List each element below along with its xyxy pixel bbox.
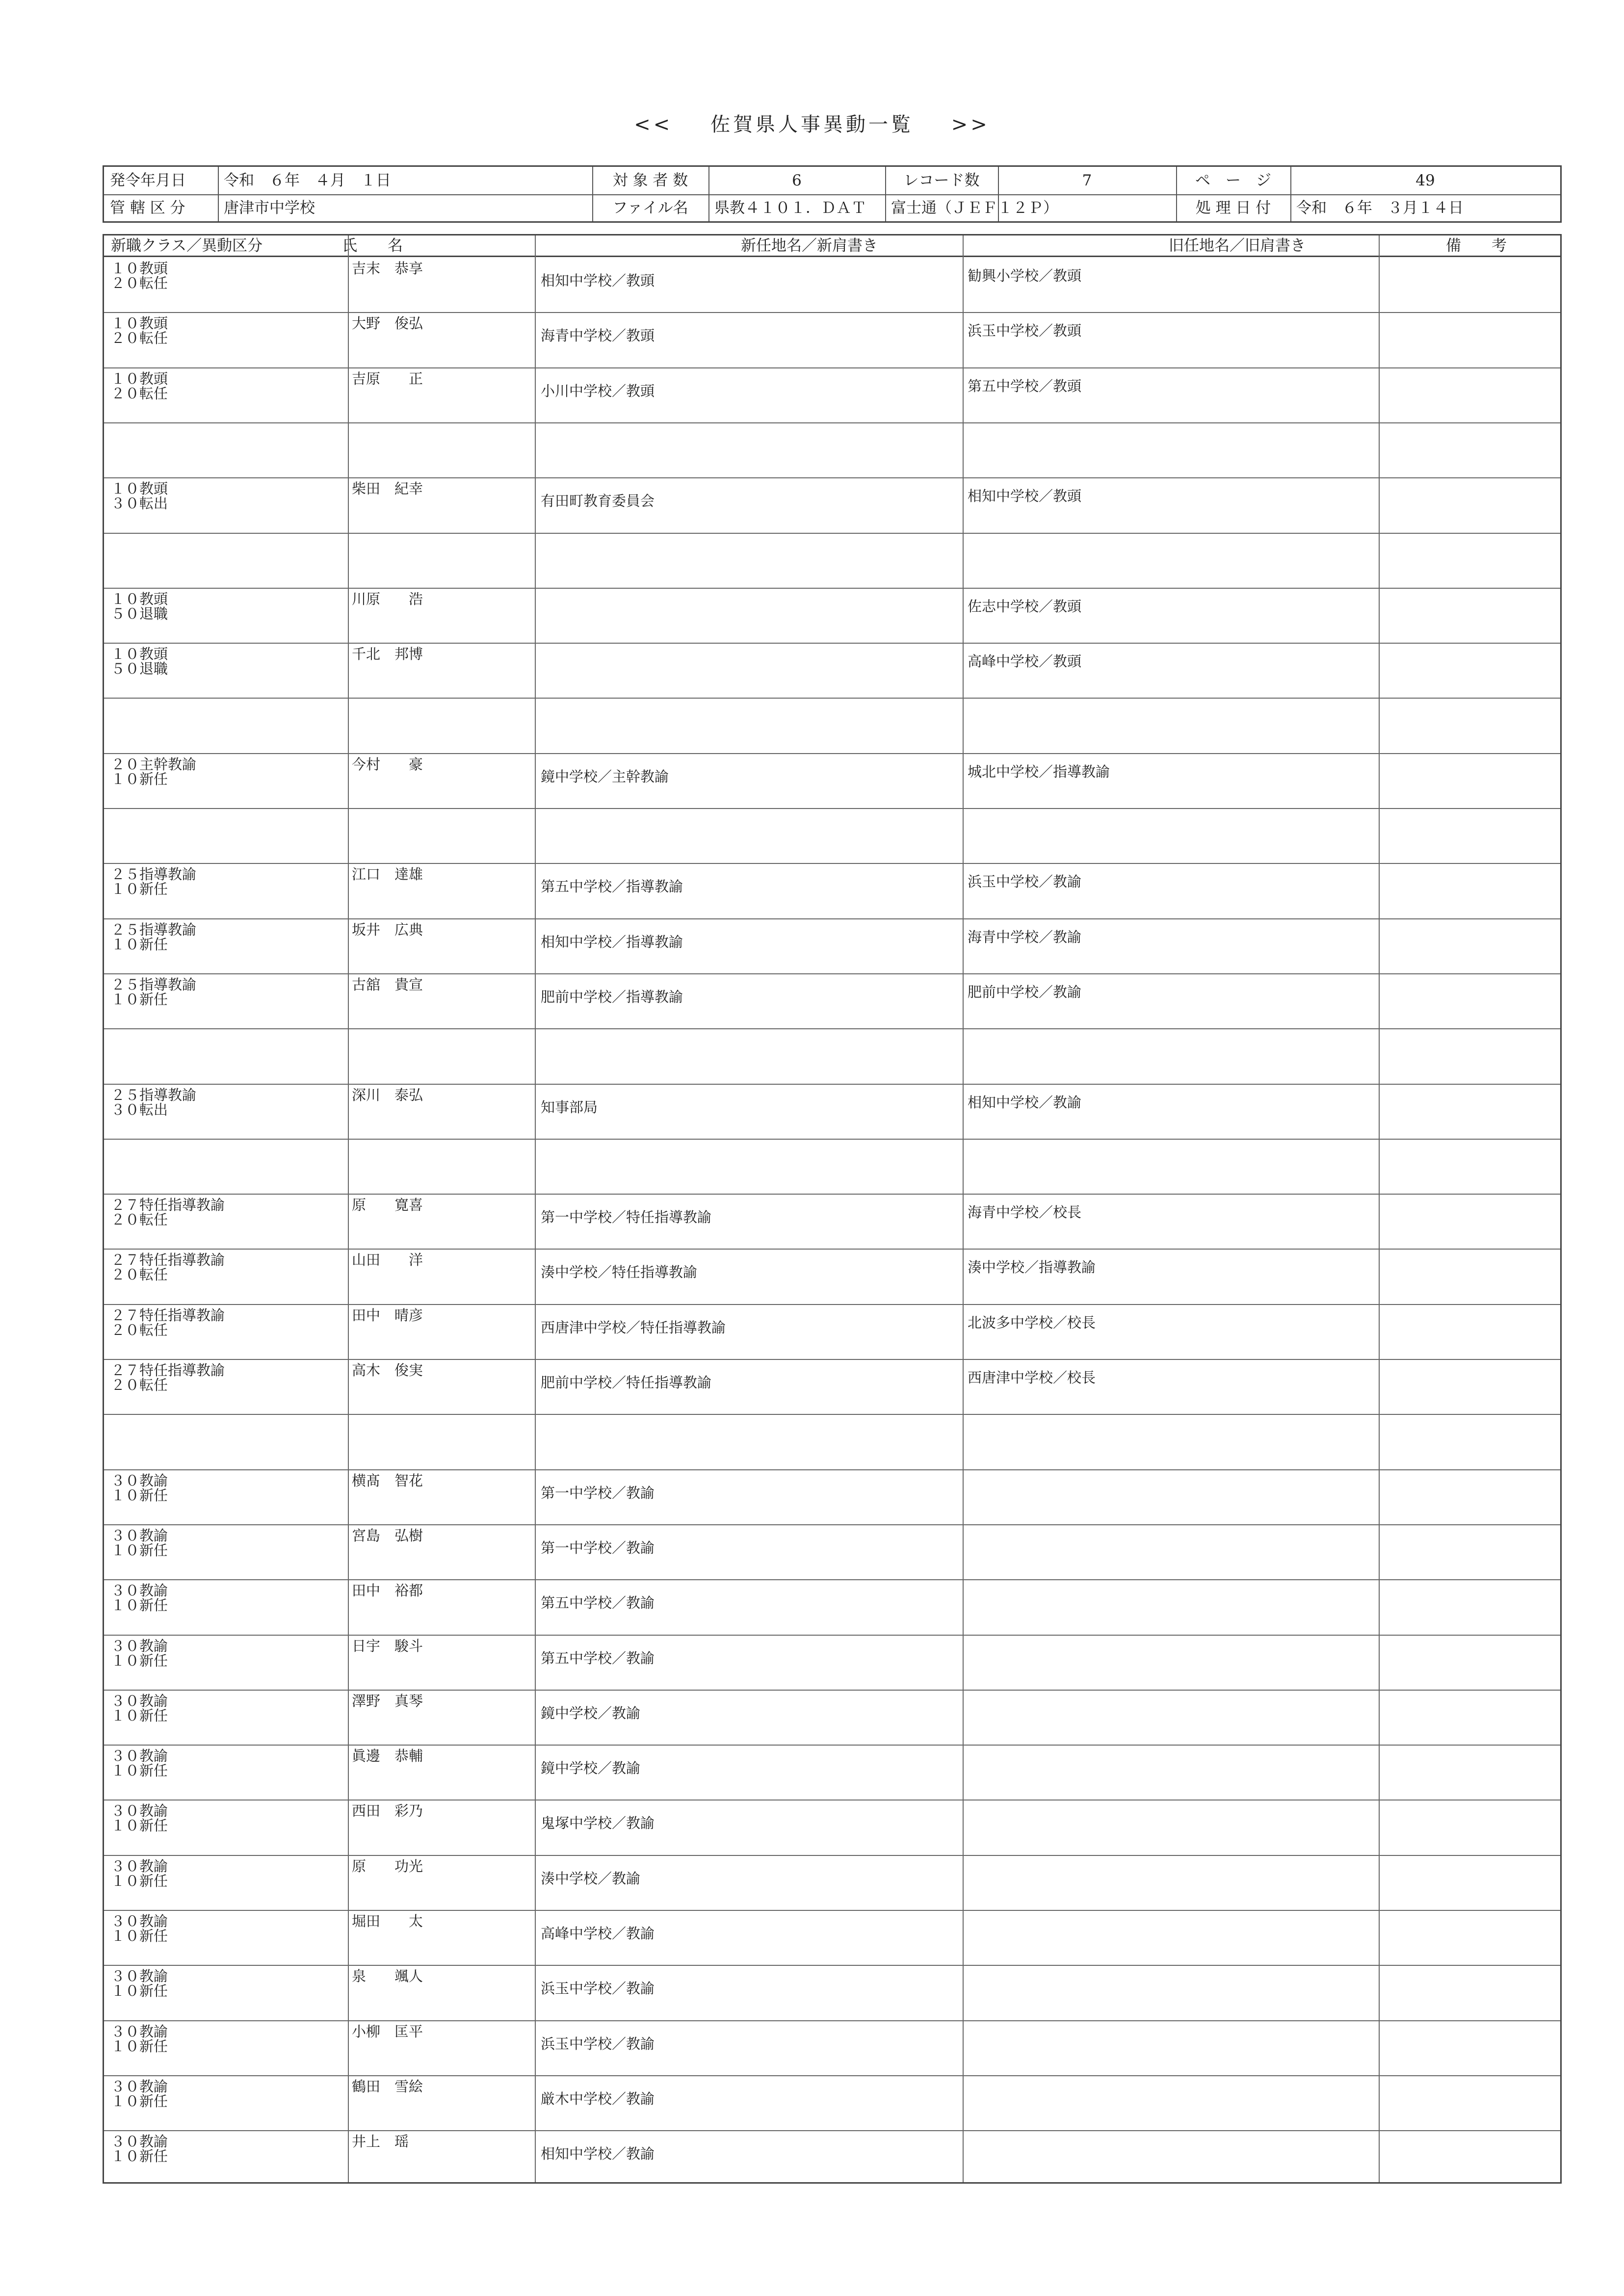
cell-name: 泉 颯人 — [352, 1968, 423, 1985]
cell-name: 堀田 太 — [352, 1913, 423, 1930]
cell-old-post: 肥前中学校／教諭 — [968, 983, 1082, 1000]
cell-transfer-type: ２０転任 — [111, 275, 168, 291]
page-label: ペ ー ジ — [1195, 172, 1271, 189]
target-count-label: 対 象 者 数 — [612, 172, 688, 189]
row-divider — [104, 643, 1560, 644]
cell-class: ２５指導教諭 — [111, 866, 197, 883]
cell-new-post: 鏡中学校／主幹教諭 — [541, 768, 669, 785]
row-divider — [104, 312, 1560, 313]
row-divider — [104, 1084, 1560, 1085]
cell-transfer-type: ３０転出 — [111, 495, 168, 512]
cell-new-post: 第五中学校／教諭 — [541, 1594, 655, 1612]
cell-old-post: 浜玉中学校／教諭 — [968, 873, 1082, 890]
cell-class: ３０教諭 — [111, 1913, 168, 1930]
cell-new-post: 相知中学校／教頭 — [541, 272, 655, 289]
page-value: 49 — [1415, 172, 1435, 189]
cell-class: ２７特任指導教諭 — [111, 1252, 225, 1269]
cell-transfer-type: ２０転任 — [111, 1321, 168, 1338]
cell-transfer-type: １０新任 — [111, 1983, 168, 2000]
row-divider — [104, 367, 1560, 368]
column-header-row — [104, 235, 1560, 257]
cell-new-post: 第五中学校／教諭 — [541, 1649, 655, 1667]
row-divider — [104, 1469, 1560, 1470]
cell-old-post: 湊中学校／指導教諭 — [968, 1259, 1096, 1276]
column-divider — [963, 235, 964, 2182]
cell-transfer-type: １０新任 — [111, 1817, 168, 1834]
cell-new-post: 小川中学校／教頭 — [541, 382, 655, 399]
cell-transfer-type: １０新任 — [111, 1707, 168, 1724]
cell-name: 大野 俊弘 — [352, 315, 423, 332]
cell-new-post: 知事部局 — [541, 1098, 598, 1116]
cell-old-post: 海青中学校／校長 — [968, 1204, 1082, 1221]
cell-new-post: 高峰中学校／教諭 — [541, 1925, 655, 1942]
cell-transfer-type: １０新任 — [111, 1541, 168, 1559]
cell-name: 吉末 恭享 — [352, 260, 423, 277]
cell-transfer-type: １０新任 — [111, 881, 168, 898]
row-divider — [104, 477, 1560, 478]
cell-class: ２７特任指導教諭 — [111, 1362, 225, 1379]
cell-old-post: 西唐津中学校／校長 — [968, 1369, 1096, 1386]
cell-class: ３０教諭 — [111, 1582, 168, 1599]
cell-class: ３０教諭 — [111, 2133, 168, 2150]
system-value: 富士通（ＪＥＦ１２Ｐ） — [891, 199, 1058, 217]
cell-name: 川原 浩 — [352, 590, 423, 607]
row-divider — [104, 2020, 1560, 2021]
cell-class: ２５指導教諭 — [111, 976, 197, 993]
cell-name: 日宇 駿斗 — [352, 1637, 423, 1654]
cell-name: 西田 彩乃 — [352, 1802, 423, 1820]
cell-name: 井上 瑶 — [352, 2133, 409, 2150]
cell-transfer-type: １０新任 — [111, 1487, 168, 1504]
cell-transfer-type: ２０転任 — [111, 1211, 168, 1228]
cell-name: 吉原 正 — [352, 370, 423, 387]
cell-new-post: 厳木中学校／教諭 — [541, 2090, 655, 2107]
row-divider — [104, 1579, 1560, 1580]
cell-name: 山田 洋 — [352, 1252, 423, 1269]
cell-class: ２７特任指導教諭 — [111, 1306, 225, 1324]
row-divider — [104, 753, 1560, 754]
cell-new-post: 鏡中学校／教諭 — [541, 1704, 641, 1722]
cell-name: 江口 達雄 — [352, 866, 423, 883]
cell-name: 小柳 匡平 — [352, 2023, 423, 2040]
column-divider — [1379, 235, 1380, 2182]
row-divider — [104, 1965, 1560, 1966]
jurisdiction-value: 唐津市中学校 — [224, 199, 315, 217]
cell-old-post: 海青中学校／教諭 — [968, 928, 1082, 945]
row-divider — [104, 1414, 1560, 1415]
cell-transfer-type: １０新任 — [111, 770, 168, 787]
cell-transfer-type: １０新任 — [111, 1872, 168, 1889]
cell-class: ３０教諭 — [111, 1472, 168, 1489]
row-divider — [104, 1635, 1560, 1636]
column-header-remarks: 備 考 — [1446, 237, 1507, 255]
file-name-label: ファイル名 — [612, 199, 688, 217]
cell-name: 原 功光 — [352, 1857, 423, 1875]
cell-name: 坂井 広典 — [352, 921, 423, 938]
cell-class: ２５指導教諭 — [111, 1086, 197, 1103]
cell-class: ３０教諭 — [111, 1527, 168, 1544]
issue-date-value: 令和 ６年 ４月 １日 — [224, 172, 391, 189]
row-divider — [104, 1910, 1560, 1911]
row-divider — [104, 1359, 1560, 1360]
cell-class: ３０教諭 — [111, 1692, 168, 1709]
cell-name: 眞邊 恭輔 — [352, 1748, 423, 1765]
cell-name: 原 寛喜 — [352, 1197, 423, 1214]
cell-transfer-type: １０新任 — [111, 1597, 168, 1614]
cell-name: 鶴田 雪絵 — [352, 2078, 423, 2095]
row-divider — [104, 808, 1560, 809]
cell-new-post: 相知中学校／教諭 — [541, 2145, 655, 2163]
cell-new-post: 鬼塚中学校／教諭 — [541, 1815, 655, 1832]
row-divider — [104, 918, 1560, 919]
cell-old-post: 佐志中学校／教頭 — [968, 598, 1082, 615]
row-divider — [104, 1745, 1560, 1746]
cell-transfer-type: １０新任 — [111, 2148, 168, 2165]
column-header-class: 新職クラス／異動区分 — [111, 237, 263, 255]
row-divider — [104, 1690, 1560, 1691]
cell-name: 田中 晴彦 — [352, 1306, 423, 1324]
row-divider — [104, 588, 1560, 589]
process-date-label: 処 理 日 付 — [1195, 199, 1271, 217]
cell-new-post: 湊中学校／特任指導教諭 — [541, 1264, 698, 1281]
record-count-label: レコード数 — [903, 172, 980, 189]
cell-class: １０教頭 — [111, 260, 168, 277]
column-header-new-post: 新任地名／新肩書き — [741, 237, 878, 255]
cell-new-post: 第一中学校／教諭 — [541, 1484, 655, 1501]
cell-old-post: 第五中学校／教頭 — [968, 377, 1082, 394]
personnel-table — [103, 234, 1562, 2184]
column-header-old-post: 旧任地名／旧肩書き — [1169, 237, 1306, 255]
column-header-name: 氏 名 — [342, 237, 403, 255]
cell-new-post: 有田町教育委員会 — [541, 493, 655, 510]
cell-new-post: 相知中学校／指導教諭 — [541, 933, 683, 950]
cell-class: ２７特任指導教諭 — [111, 1197, 225, 1214]
cell-class: ３０教諭 — [111, 1857, 168, 1875]
issue-date-label: 発令年月日 — [110, 172, 186, 189]
cell-transfer-type: ５０退職 — [111, 660, 168, 678]
header-info-table — [103, 165, 1562, 223]
row-divider — [104, 1194, 1560, 1195]
cell-name: 千北 邦博 — [352, 646, 423, 663]
cell-transfer-type: ５０退職 — [111, 605, 168, 622]
cell-class: ３０教諭 — [111, 1968, 168, 1985]
cell-transfer-type: １０新任 — [111, 2092, 168, 2110]
cell-transfer-type: ２０転任 — [111, 385, 168, 402]
cell-name: 田中 裕都 — [352, 1582, 423, 1599]
row-divider — [104, 1139, 1560, 1140]
row-divider — [104, 1028, 1560, 1029]
cell-old-post: 浜玉中学校／教頭 — [968, 322, 1082, 339]
row-divider — [104, 1304, 1560, 1305]
cell-old-post: 高峰中学校／教頭 — [968, 653, 1082, 670]
cell-class: ３０教諭 — [111, 2078, 168, 2095]
cell-transfer-type: １０新任 — [111, 1762, 168, 1779]
row-divider — [104, 698, 1560, 699]
cell-new-post: 第五中学校／指導教諭 — [541, 878, 683, 895]
row-divider — [104, 533, 1560, 534]
row-divider — [104, 973, 1560, 974]
cell-name: 古舘 貴宣 — [352, 976, 423, 993]
cell-new-post: 肥前中学校／指導教諭 — [541, 988, 683, 1005]
cell-class: ３０教諭 — [111, 1802, 168, 1820]
cell-name: 深川 泰弘 — [352, 1086, 423, 1103]
cell-class: ２５指導教諭 — [111, 921, 197, 938]
cell-class: １０教頭 — [111, 315, 168, 332]
cell-old-post: 城北中学校／指導教諭 — [968, 763, 1110, 780]
title-close-bracket: >> — [951, 113, 990, 136]
title-open-bracket: << — [634, 113, 673, 136]
row-divider — [104, 1524, 1560, 1525]
cell-name: 今村 豪 — [352, 756, 423, 773]
row-divider — [104, 2130, 1560, 2131]
cell-class: ３０教諭 — [111, 2023, 168, 2040]
row-divider — [104, 1249, 1560, 1250]
cell-class: ３０教諭 — [111, 1748, 168, 1765]
jurisdiction-label: 管 轄 区 分 — [110, 199, 185, 217]
file-name-value: 県教４１０１．ＤＡＴ — [714, 199, 866, 217]
cell-new-post: 浜玉中学校／教諭 — [541, 1980, 655, 1997]
target-count-value: 6 — [792, 172, 802, 189]
cell-transfer-type: ２０転任 — [111, 330, 168, 347]
cell-transfer-type: ２０転任 — [111, 1377, 168, 1393]
document-title — [0, 109, 1624, 137]
process-date-value: 令和 ６年 ３月１４日 — [1296, 199, 1464, 217]
cell-new-post: 肥前中学校／特任指導教諭 — [541, 1374, 712, 1391]
cell-transfer-type: ２０転任 — [111, 1266, 168, 1283]
column-divider — [535, 235, 536, 2182]
cell-class: １０教頭 — [111, 590, 168, 607]
row-divider — [104, 1855, 1560, 1856]
cell-new-post: 西唐津中学校／特任指導教諭 — [541, 1319, 726, 1336]
cell-new-post: 第一中学校／特任指導教諭 — [541, 1209, 712, 1226]
row-divider — [104, 422, 1560, 423]
cell-class: ３０教諭 — [111, 1637, 168, 1654]
cell-class: ２０主幹教諭 — [111, 756, 197, 773]
cell-new-post: 湊中学校／教諭 — [541, 1870, 641, 1887]
cell-old-post: 勧興小学校／教頭 — [968, 267, 1082, 284]
row-divider — [104, 863, 1560, 864]
cell-name: 高木 俊実 — [352, 1362, 423, 1379]
cell-name: 柴田 紀幸 — [352, 480, 423, 497]
cell-name: 澤野 真琴 — [352, 1692, 423, 1709]
cell-transfer-type: １０新任 — [111, 1652, 168, 1669]
cell-old-post: 北波多中学校／校長 — [968, 1314, 1096, 1331]
column-divider — [348, 235, 349, 2182]
cell-class: １０教頭 — [111, 370, 168, 387]
cell-transfer-type: １０新任 — [111, 2037, 168, 2055]
cell-new-post: 第一中学校／教諭 — [541, 1539, 655, 1556]
cell-transfer-type: １０新任 — [111, 1928, 168, 1944]
cell-new-post: 海青中学校／教頭 — [541, 327, 655, 344]
cell-transfer-type: １０新任 — [111, 991, 168, 1008]
record-count-value: 7 — [1082, 172, 1092, 189]
cell-class: １０教頭 — [111, 646, 168, 663]
title-text: 佐賀県人事異動一覧 — [710, 113, 914, 136]
cell-old-post: 相知中学校／教諭 — [968, 1094, 1082, 1111]
cell-class: １０教頭 — [111, 480, 168, 497]
cell-name: 横髙 智花 — [352, 1472, 423, 1489]
cell-old-post: 相知中学校／教頭 — [968, 488, 1082, 505]
cell-name: 宮島 弘樹 — [352, 1527, 423, 1544]
cell-transfer-type: １０新任 — [111, 936, 168, 953]
cell-transfer-type: ３０転出 — [111, 1101, 168, 1118]
cell-new-post: 浜玉中学校／教諭 — [541, 2035, 655, 2052]
row-divider — [104, 2075, 1560, 2076]
cell-new-post: 鏡中学校／教諭 — [541, 1760, 641, 1777]
